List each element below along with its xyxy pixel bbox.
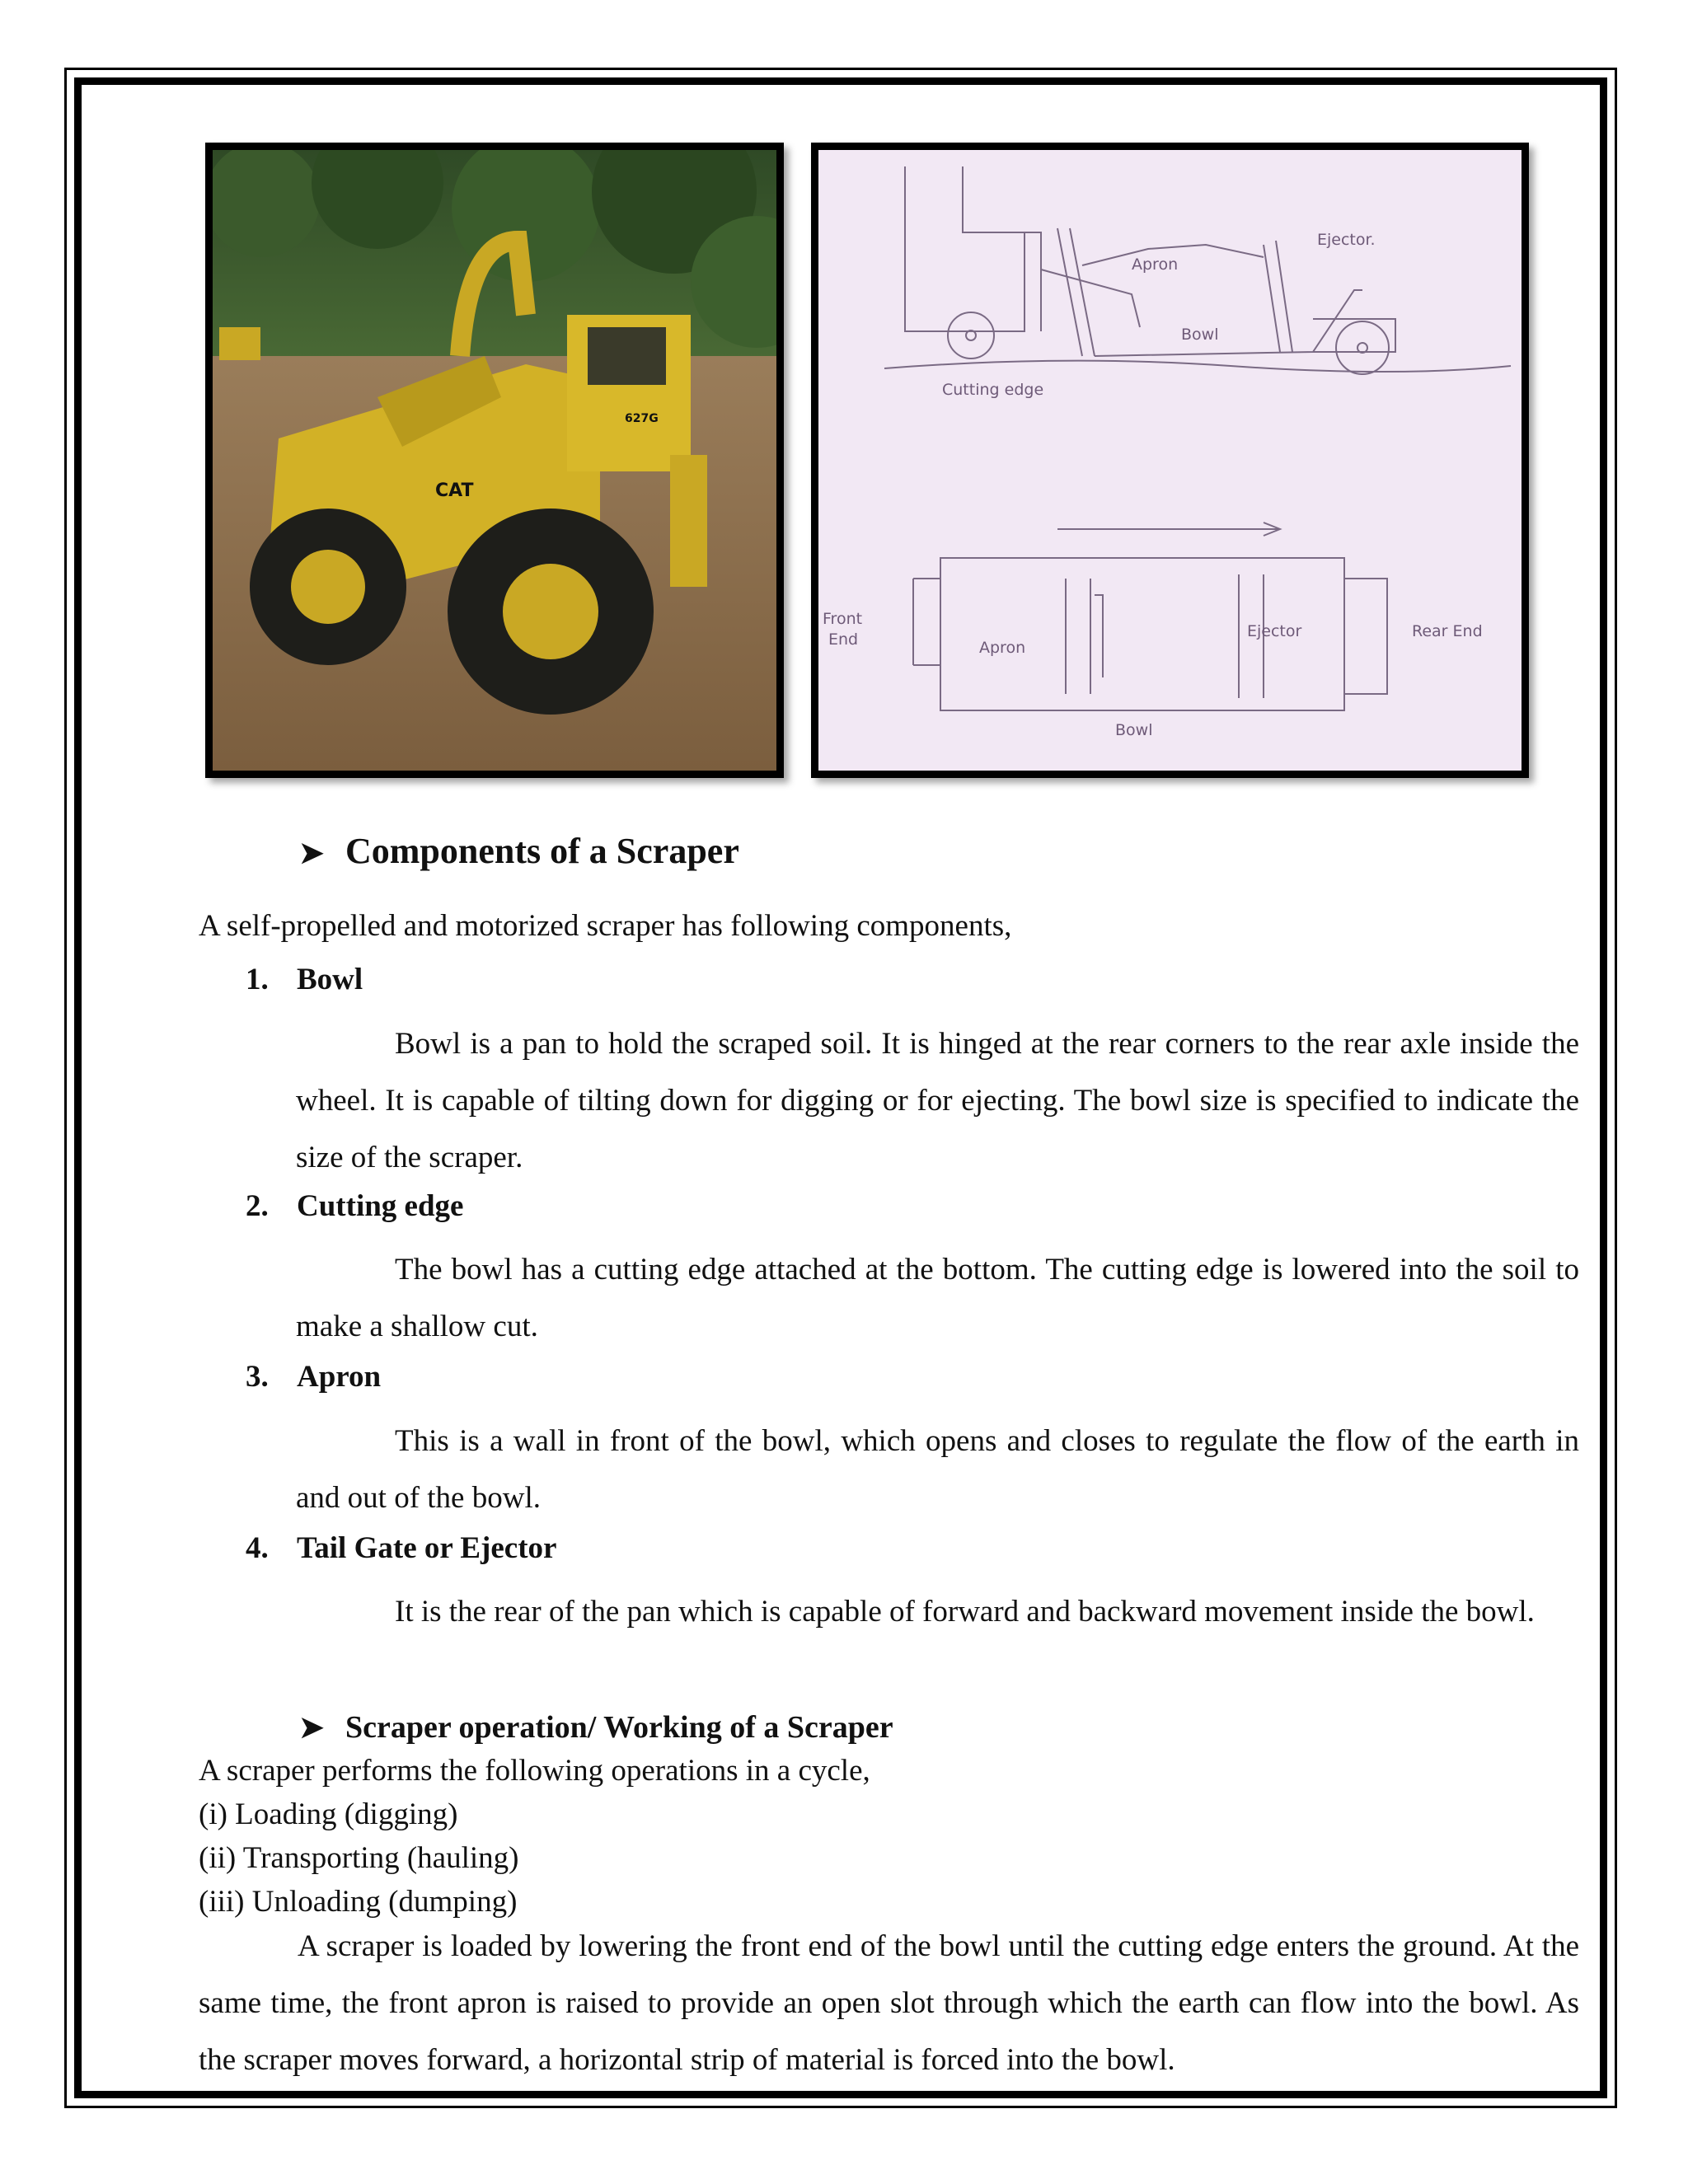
operation-item: (iii) Unloading (dumping)	[199, 1885, 518, 1919]
operations-list	[199, 1749, 870, 1924]
intro-text: A self-propelled and motorized scraper has following components,	[199, 909, 1012, 943]
label-bowl: Bowl	[1181, 326, 1219, 344]
label-front-1: Front	[823, 610, 863, 628]
model-text: 627G	[625, 412, 659, 425]
body-paragraph: A scraper is loaded by lowering the front end of the bowl until the cutting edge enters the ground. At the same time, the front apron is raised to provide an open slot through which the earth can flow into the bowl. As the scraper moves forward, a horizontal strip of material is forced into the bowl.	[199, 1929, 1579, 2077]
component-title-bowl: 1. Bowl	[246, 963, 363, 996]
label-apron-plan: Apron	[979, 639, 1026, 657]
cat-logo-text: CAT	[435, 480, 474, 501]
arrow-bullet-icon: ➤	[299, 837, 325, 869]
ops-intro: A scraper performs the following operations in a cycle,	[199, 1754, 870, 1788]
component-text-bowl: Bowl is a pan to hold the scraped soil. It is hinged at the rear corners to the rear axle inside the wheel. It is capable of tilting down for digging or for ejecting. The bowl size is specified to indicate the size of the scraper.	[296, 1027, 1579, 1174]
component-text-ejector: It is the rear of the pan which is capable of forward and backward movement inside the bowl.	[395, 1595, 1535, 1629]
component-title-ejector: 4. Tail Gate or Ejector	[246, 1531, 557, 1565]
operation-item: (i) Loading (digging)	[199, 1797, 458, 1831]
operation-item: (ii) Transporting (hauling)	[199, 1841, 519, 1875]
label-apron: Apron	[1132, 255, 1179, 274]
label-rear-end: Rear End	[1412, 622, 1483, 640]
label-ejector: Ejector.	[1317, 231, 1376, 249]
arrow-bullet-icon: ➤	[299, 1711, 325, 1744]
component-title-cutting-edge: 2. Cutting edge	[246, 1189, 464, 1223]
scraper-sketch	[811, 143, 1529, 778]
heading-operation: ➤ Scraper operation/ Working of a Scraper	[299, 1710, 893, 1745]
scraper-photo	[205, 143, 784, 778]
label-cutting-edge: Cutting edge	[942, 381, 1044, 399]
label-front-2: End	[828, 630, 859, 649]
heading-components: ➤ Components of a Scraper	[299, 831, 739, 871]
component-text-cutting-edge: The bowl has a cutting edge attached at the bottom. The cutting edge is lowered into the soil to make a shallow cut.	[296, 1253, 1579, 1343]
component-title-apron: 3. Apron	[246, 1360, 382, 1394]
component-text-apron: This is a wall in front of the bowl, which opens and closes to regulate the flow of the earth in and out of the bowl.	[296, 1424, 1579, 1515]
label-bowl-plan: Bowl	[1115, 721, 1153, 739]
label-ejector-plan: Ejector	[1247, 622, 1302, 640]
